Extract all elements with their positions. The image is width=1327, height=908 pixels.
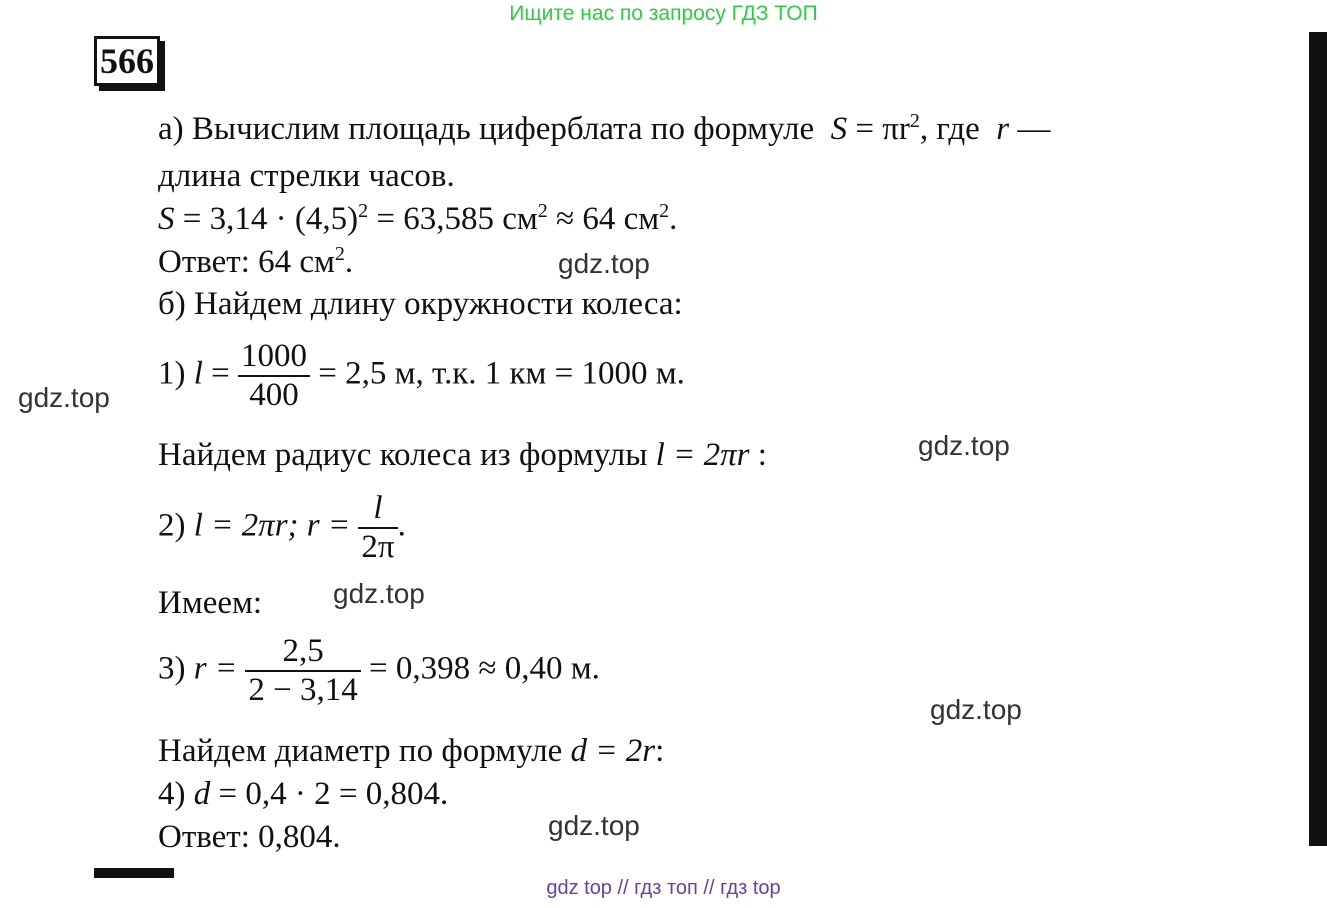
watermark: gdz.top bbox=[18, 382, 110, 413]
fraction-den: 2 − 3,14 bbox=[245, 670, 360, 709]
line-a3-end: . bbox=[669, 201, 678, 237]
line-b1: б) Найдем длину окружности колеса: bbox=[158, 286, 683, 322]
task-number: 566 bbox=[94, 36, 160, 86]
line-a1 bbox=[158, 110, 1050, 148]
line-b7 bbox=[158, 733, 664, 770]
formula-r: r bbox=[996, 111, 1010, 147]
line-b2-l: l bbox=[193, 355, 203, 392]
line-b2-pre: 1) bbox=[158, 355, 186, 392]
line-b6 bbox=[158, 633, 600, 709]
line-b5: Имеем: bbox=[158, 585, 263, 621]
line-a3 bbox=[158, 200, 677, 238]
line-b2-eq: = bbox=[202, 355, 239, 392]
line-b7-text: Найдем диаметр по формуле bbox=[158, 733, 563, 769]
fraction-num: l bbox=[373, 490, 383, 526]
line-a3-sup2: 2 bbox=[537, 200, 548, 222]
line-b6-pre: 3) bbox=[158, 650, 186, 687]
line-b7-end: : bbox=[655, 733, 665, 769]
line-b6-post: = 0,398 ≈ 0,40 м. bbox=[360, 650, 600, 687]
line-a4-sup: 2 bbox=[334, 243, 345, 265]
line-b7-formula: d = 2r bbox=[562, 733, 656, 769]
line-b3-end: : bbox=[749, 437, 767, 473]
watermark: gdz.top bbox=[930, 694, 1022, 725]
formula-eq: = πr bbox=[847, 111, 910, 147]
line-a1-dash: — bbox=[1009, 111, 1051, 147]
fraction-num: 2,5 bbox=[282, 633, 324, 669]
line-a4-end: . bbox=[344, 244, 354, 280]
watermark: gdz.top bbox=[548, 810, 640, 841]
watermark: gdz.top bbox=[918, 430, 1010, 461]
fraction-den: 400 bbox=[238, 375, 310, 414]
line-a1-where: , где bbox=[919, 111, 980, 147]
watermark: gdz.top bbox=[333, 578, 425, 609]
line-a3-rest2: = 63,585 см bbox=[368, 201, 538, 237]
line-a4-text: Ответ: 64 см bbox=[158, 244, 335, 280]
line-b3-formula: l = 2πr bbox=[647, 437, 750, 473]
line-a3-rest3: ≈ 64 см bbox=[547, 201, 660, 237]
formula-S: S bbox=[830, 111, 848, 147]
line-a4 bbox=[158, 243, 353, 281]
line-b4-end: . bbox=[397, 507, 406, 544]
line-b4-formula: l = 2πr; r = bbox=[185, 507, 359, 544]
line-b9: Ответ: 0,804. bbox=[158, 819, 341, 855]
line-b2 bbox=[158, 338, 685, 414]
line-a1-text: а) Вычислим площадь циферблата по формуле bbox=[158, 111, 815, 147]
line-b6-r: r = bbox=[185, 650, 246, 687]
fraction-l-2pi bbox=[358, 490, 397, 566]
fraction-1000-400 bbox=[238, 338, 310, 414]
line-b8-rest: = 0,4 · 2 = 0,804. bbox=[210, 776, 449, 812]
line-b2-post: = 2,5 м, т.к. 1 км = 1000 м. bbox=[310, 355, 685, 392]
line-b8-pre: 4) bbox=[158, 776, 186, 812]
line-a2: длина стрелки часов. bbox=[158, 158, 455, 194]
fraction-num: 1000 bbox=[241, 338, 308, 374]
line-b8 bbox=[158, 776, 448, 813]
line-a3-S: S bbox=[158, 201, 175, 237]
fraction-den: 2π bbox=[358, 527, 397, 566]
line-b3-text: Найдем радиус колеса из формулы bbox=[158, 437, 648, 473]
watermark: gdz.top bbox=[558, 248, 650, 279]
line-a3-sup3: 2 bbox=[659, 200, 670, 222]
line-a3-rest: = 3,14 · (4,5) bbox=[174, 201, 359, 237]
scan-edge-bar bbox=[1309, 32, 1327, 846]
line-b4-pre: 2) bbox=[158, 507, 186, 544]
formula-sup: 2 bbox=[909, 110, 920, 132]
header-banner: Ищите нас по запросу ГДЗ ТОП bbox=[509, 2, 818, 25]
footer-banner: gdz top // гдз топ // гдз top bbox=[546, 877, 781, 899]
line-a3-sup1: 2 bbox=[358, 200, 369, 222]
fraction-2.5 bbox=[245, 633, 360, 709]
line-b8-d: d bbox=[185, 776, 211, 812]
line-b4 bbox=[158, 490, 406, 566]
line-b3 bbox=[158, 437, 767, 474]
